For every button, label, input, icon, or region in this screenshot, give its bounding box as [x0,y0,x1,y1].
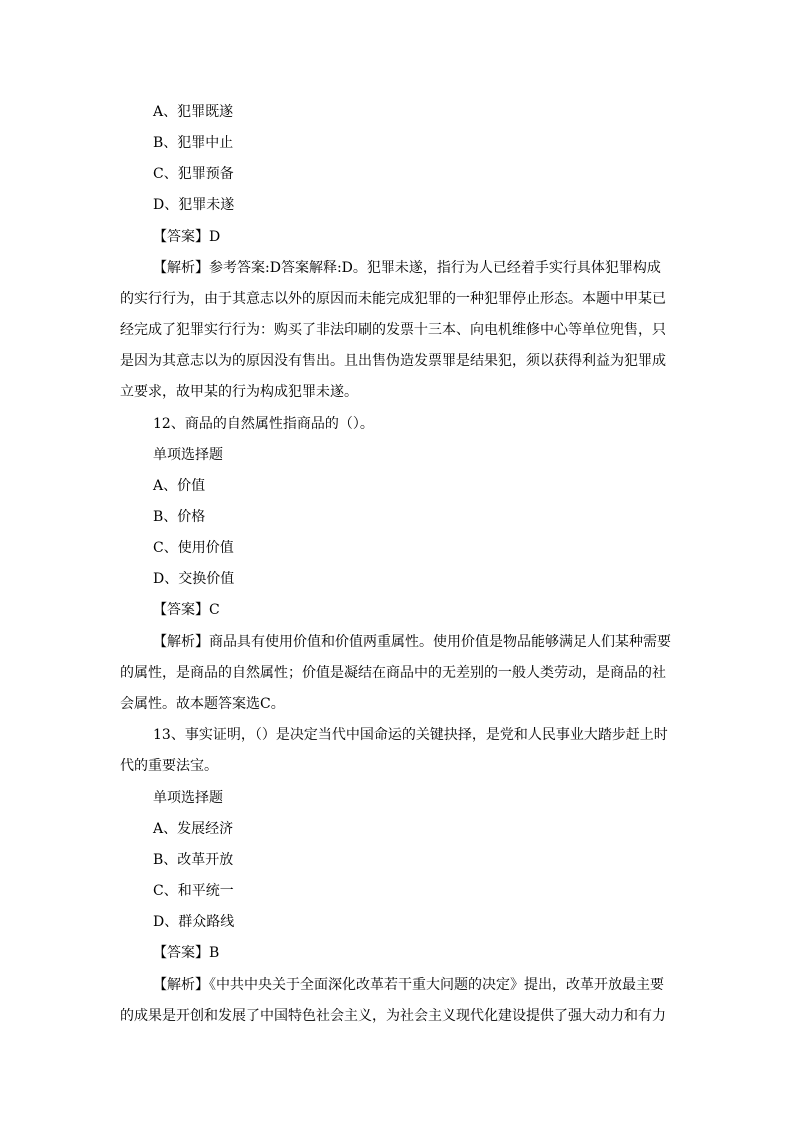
q11-option-b: B、犯罪中止 [153,135,234,151]
q13-option-d: D、群众路线 [153,914,235,930]
q11-analysis-line: 经完成了犯罪实行行为：购买了非法印刷的发票十三本、向电机维修中心等单位兜售，只 [120,322,666,338]
q12-option-d: D、交换价值 [153,571,235,587]
q11-analysis-line: 【解析】参考答案:D答案解释:D。犯罪未遂，指行为人已经着手实行具体犯罪构成 [153,260,661,276]
q13-option-b: B、改革开放 [153,852,234,868]
q12-answer: 【答案】C [153,602,220,618]
q13-answer: 【答案】B [153,945,220,961]
q13-type: 单项选择题 [153,790,223,806]
q13-stem-line: 代的重要法宝。 [120,758,218,774]
q12-analysis-line: 【解析】商品具有使用价值和价值两重属性。使用价值是物品能够满足人们某种需要 [153,634,671,650]
q12-option-a: A、价值 [153,478,206,494]
q12-analysis-line: 的属性，是商品的自然属性；价值是凝结在商品中的无差别的一般人类劳动，是商品的社 [120,665,666,681]
q11-analysis-line: 是因为其意志以为的原因没有售出。且出售伪造发票罪是结果犯，须以获得利益为犯罪成 [120,353,666,369]
q12-type: 单项选择题 [153,447,223,463]
q11-option-c: C、犯罪预备 [153,166,234,182]
q13-stem-line: 13、事实证明，（）是决定当代中国命运的关键抉择，是党和人民事业大踏步赶上时 [153,727,668,743]
q11-option-a: A、犯罪既遂 [153,104,234,120]
q12-stem: 12、商品的自然属性指商品的（）。 [153,416,374,432]
q13-analysis-line: 的成果是开创和发展了中国特色社会主义，为社会主义现代化建设提供了强大动力和有力 [120,1008,666,1024]
q11-option-d: D、犯罪未遂 [153,197,235,213]
q12-option-c: C、使用价值 [153,540,234,556]
q12-analysis-line: 会属性。故本题答案选C。 [120,696,285,712]
q11-answer: 【答案】D [153,229,221,245]
q11-analysis-line: 的实行行为，由于其意志以外的原因而未能完成犯罪的一种犯罪停止形态。本题中甲某已 [120,291,666,307]
q13-option-c: C、和平统一 [153,883,234,899]
q13-analysis-line: 【解析】《中共中央关于全面深化改革若干重大问题的决定》提出，改革开放最主要 [153,977,664,993]
q12-option-b: B、价格 [153,509,206,525]
q13-option-a: A、发展经济 [153,821,234,837]
q11-analysis-line: 立要求，故甲某的行为构成犯罪未遂。 [120,384,358,400]
